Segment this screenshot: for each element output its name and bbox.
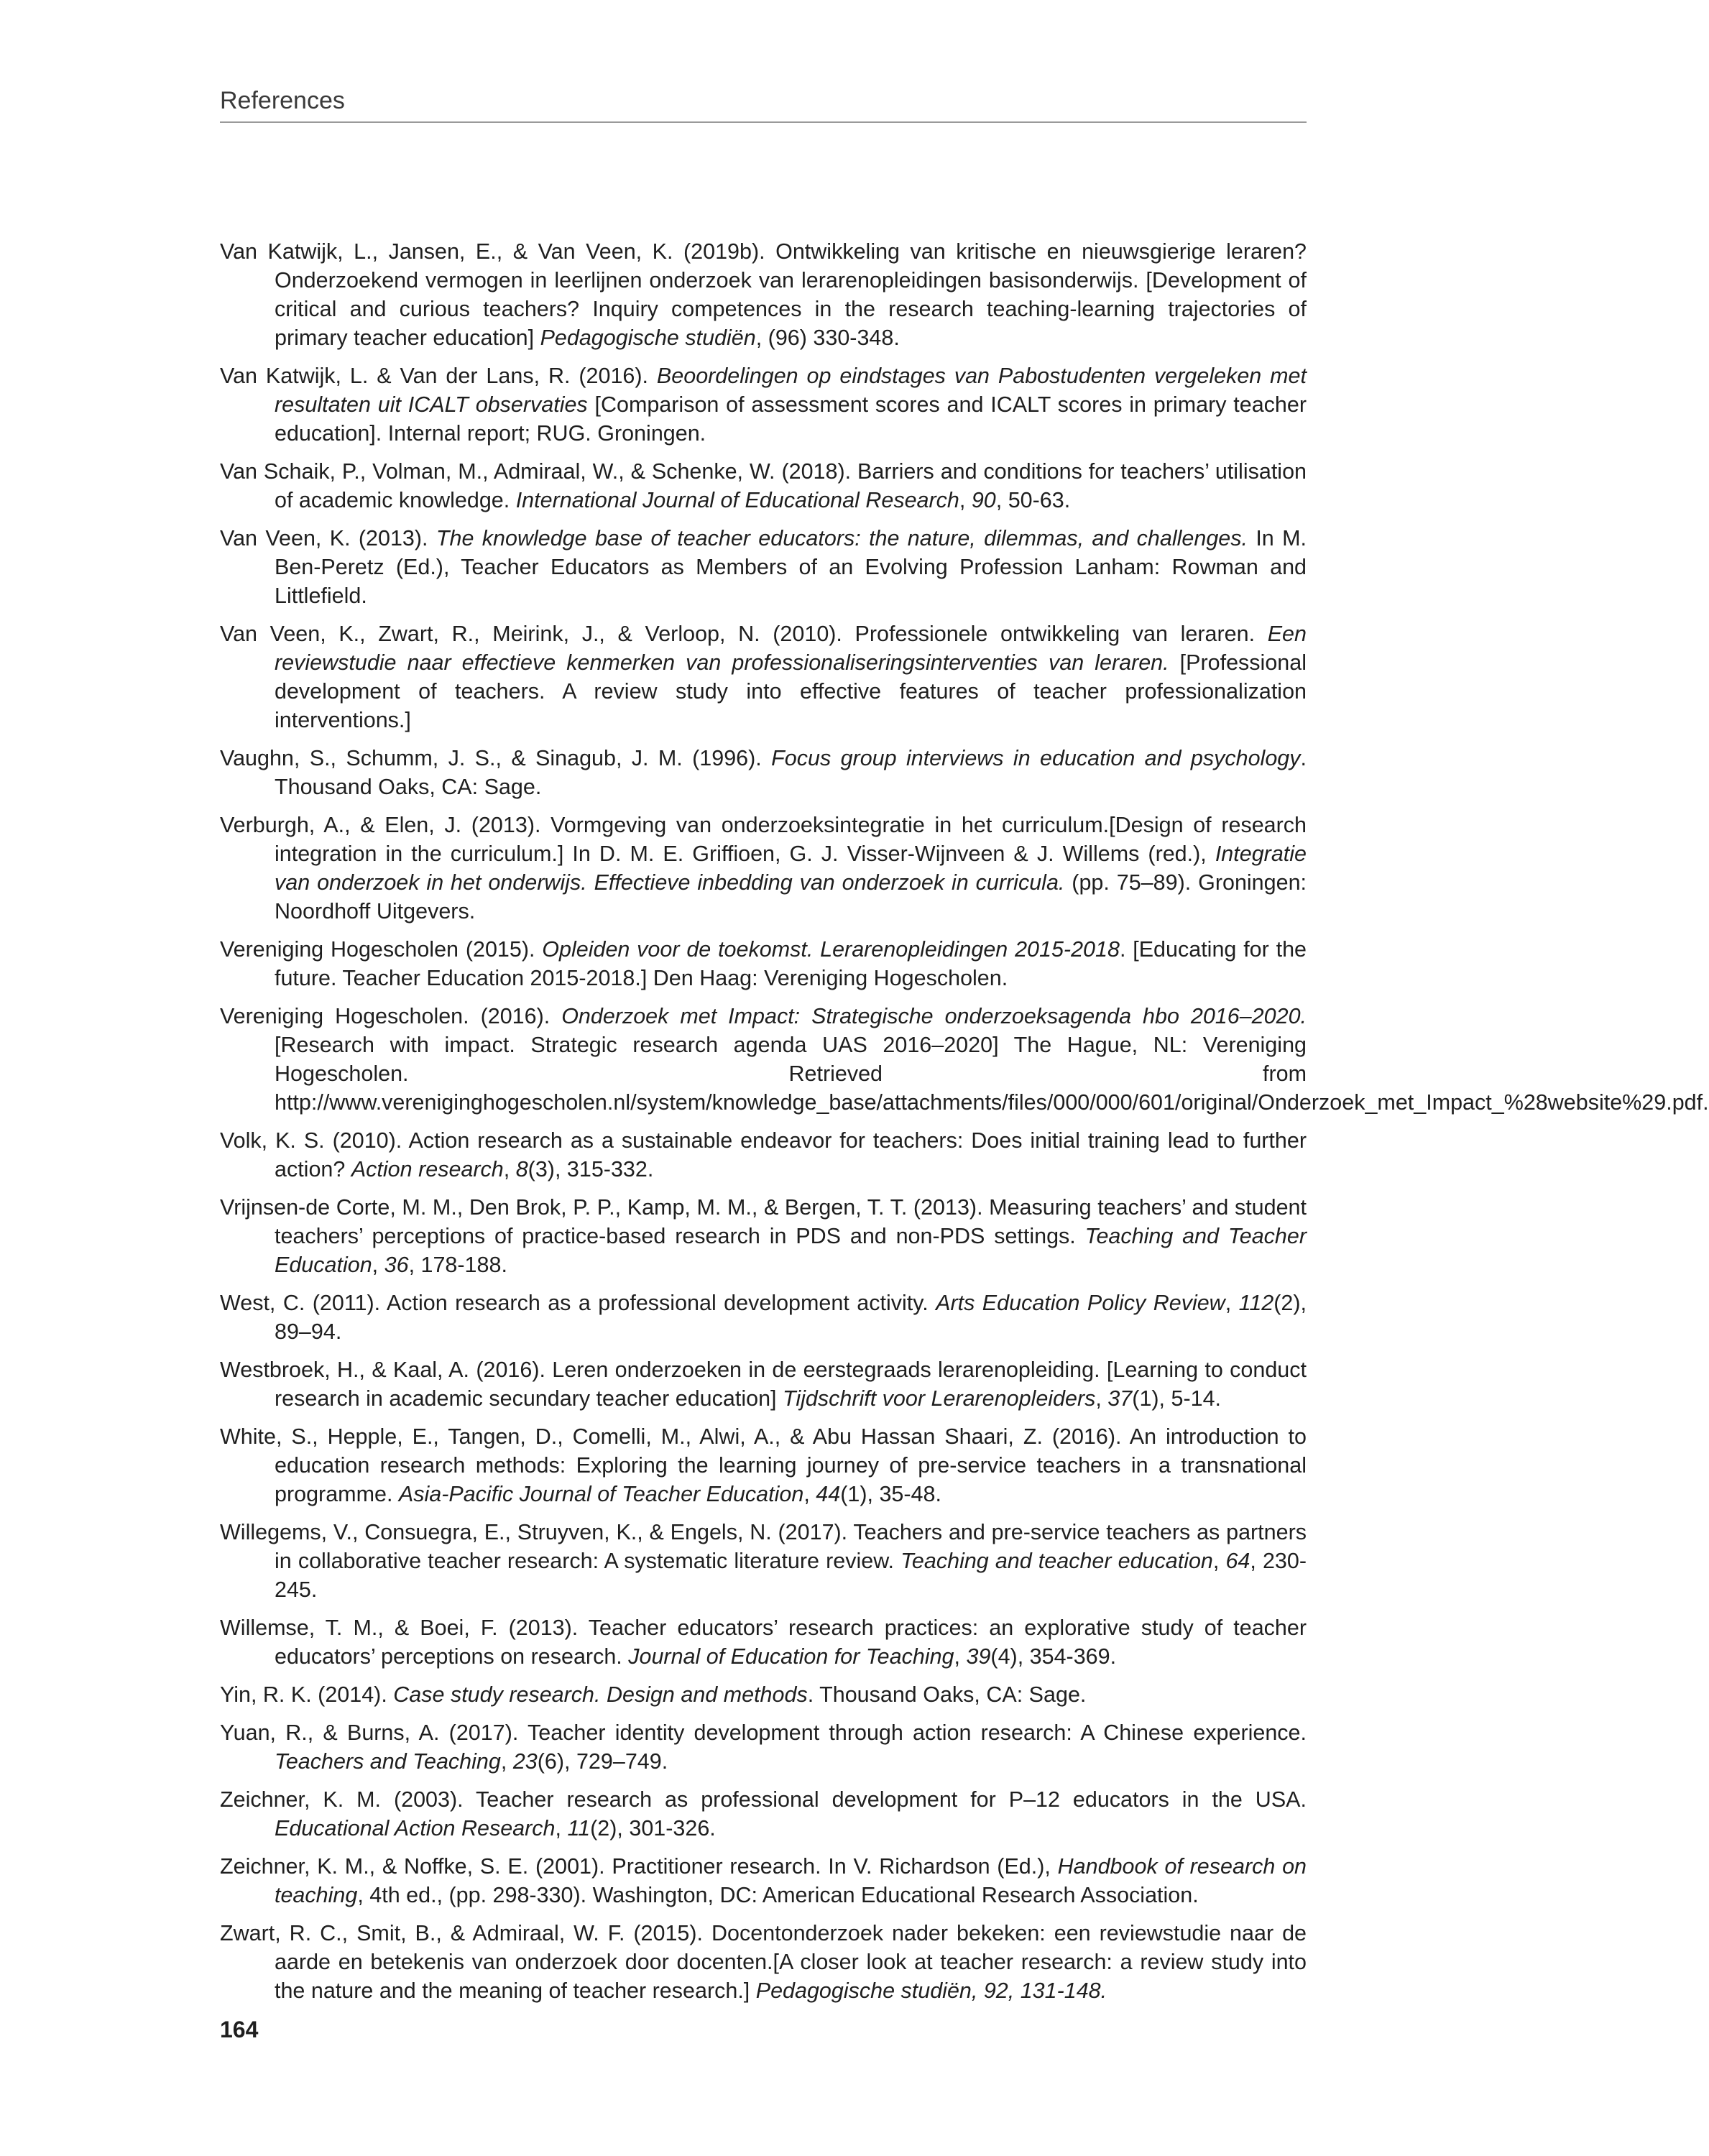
reference-entry: [220, 1289, 1307, 1346]
reference-entry: [220, 1002, 1709, 1117]
reference-text: (2), 89–94.: [275, 1291, 1307, 1344]
reference-text: (pp. 75–89). Groningen: Noordhoff Uitgevers.: [275, 870, 1307, 923]
reference-text: (1), 5-14.: [1132, 1386, 1222, 1411]
reference-text: Van Katwijk, L., Jansen, E., & Van Veen, K. (2019b). Ontwikkeling van kritische en nieuwsgierige leraren? Onderzoekend vermogen in leerlijnen onderzoek van lerarenopleidingen basisonderwijs. [Development of critical and curious teachers? Inquiry competences in the research teaching-learning trajectories of primary teacher education]: [220, 239, 1307, 350]
reference-italic-text: Action research: [351, 1157, 504, 1181]
reference-italic-text: Journal of Education for Teaching: [628, 1644, 954, 1669]
reference-text: [Comparison of assessment scores and ICALT scores in primary teacher education]. Internal report; RUG. Groningen.: [275, 392, 1307, 446]
reference-text: Zeichner, K. M., & Noffke, S. E. (2001). Practitioner research. In V. Richardson (Ed.),: [220, 1854, 1058, 1879]
reference-italic-text: 44: [816, 1482, 841, 1506]
reference-text: Yin, R. K. (2014).: [220, 1682, 394, 1707]
reference-text: Zeichner, K. M. (2003). Teacher research as professional development for P–12 educators in the USA.: [220, 1787, 1307, 1812]
reference-text: Zwart, R. C., Smit, B., & Admiraal, W. F. (2015). Docentonderzoek nader bekeken: een reviewstudie naar de aarde en betekenis van onderzoek door docenten.[A closer look at teacher research: a review study into the nature and the meaning of teacher research.]: [220, 1921, 1307, 2003]
reference-text: , 4th ed., (pp. 298-330). Washington, DC: American Educational Research Association.: [357, 1883, 1199, 1907]
reference-entry: [220, 1718, 1307, 1776]
reference-italic-text: Tijdschrift voor Lerarenopleiders: [782, 1386, 1096, 1411]
reference-entry: [220, 1852, 1307, 1909]
reference-entry: [220, 1355, 1307, 1413]
reference-italic-text: 112: [1238, 1291, 1274, 1315]
reference-text: ,: [500, 1749, 513, 1774]
running-header: [220, 86, 1307, 123]
reference-italic-text: Pedagogische studiën: [540, 326, 756, 350]
reference-text: (4), 354-369.: [990, 1644, 1117, 1669]
reference-entry: [220, 1518, 1307, 1604]
reference-text: In M. Ben-Peretz (Ed.), Teacher Educators as Members of an Evolving Profession Lanham: Rowman and Littlefield.: [275, 526, 1307, 608]
reference-entry: [220, 457, 1307, 515]
reference-text: ,: [1225, 1291, 1239, 1315]
reference-text: Van Veen, K. (2013).: [220, 526, 436, 550]
reference-text: Van Katwijk, L. & Van der Lans, R. (2016).: [220, 364, 657, 388]
reference-text: ,: [372, 1253, 384, 1277]
reference-text: Van Schaik, P., Volman, M., Admiraal, W., & Schenke, W. (2018). Barriers and conditions for teachers’ utilisation of academic knowledge.: [220, 459, 1307, 512]
reference-text: (3), 315-332.: [528, 1157, 654, 1181]
reference-entry: [220, 524, 1307, 610]
reference-italic-text: Teachers and Teaching: [275, 1749, 501, 1774]
reference-entry: [220, 1613, 1307, 1671]
reference-italic-text: Pedagogische studiën, 92, 131-148.: [755, 1978, 1107, 2003]
reference-text: White, S., Hepple, E., Tangen, D., Comelli, M., Alwi, A., & Abu Hassan Shaari, Z. (2016). An introduction to education research methods: Exploring the learning journey of pre-service teachers in a transnational programme.: [220, 1424, 1307, 1506]
reference-text: ,: [959, 488, 972, 512]
reference-text: Westbroek, H., & Kaal, A. (2016). Leren onderzoeken in de eerstegraads lerarenopleiding. [Learning to conduct research in academic secundary teacher education]: [220, 1358, 1307, 1411]
reference-italic-text: The knowledge base of teacher educators: the nature, dilemmas, and challenges.: [436, 526, 1248, 550]
reference-list: [220, 237, 1709, 2014]
reference-italic-text: Beoordelingen op eindstages van Pabostudenten vergeleken met resultaten uit ICALT observaties: [275, 364, 1307, 417]
reference-text: Verburgh, A., & Elen, J. (2013). Vormgeving van onderzoeksintegratie in het curriculum.[Design of research integration in the curriculum.] In D. M. E. Griffioen, G. J. Visser-Wijnveen & J. Willems (red.),: [220, 813, 1307, 866]
reference-text: , 230-245.: [275, 1549, 1307, 1602]
reference-italic-text: Handbook of research on teaching: [275, 1854, 1307, 1907]
reference-text: Willegems, V., Consuegra, E., Struyven, K., & Engels, N. (2017). Teachers and pre-service teachers as partners in collaborative teacher research: A systematic literature review.: [220, 1520, 1307, 1573]
reference-text: (1), 35-48.: [840, 1482, 941, 1506]
reference-entry: [220, 361, 1307, 448]
reference-italic-text: 39: [966, 1644, 991, 1669]
page-number: 164: [220, 2017, 259, 2042]
reference-italic-text: Onderzoek met Impact: Strategische onderzoeksagenda hbo 2016–2020.: [561, 1004, 1307, 1028]
reference-text: . Thousand Oaks, CA: Sage.: [275, 746, 1307, 799]
reference-text: Van Veen, K., Zwart, R., Meirink, J., & Verloop, N. (2010). Professionele ontwikkeling van leraren.: [220, 622, 1268, 646]
reference-text: ,: [954, 1644, 967, 1669]
reference-entry: [220, 1126, 1307, 1184]
reference-text: [Research with impact. Strategic research agenda UAS 2016–2020] The Hague, NL: Vereniging Hogescholen. Retrieved from http://www.vereniginghogescholen.nl/system/knowledge_base/attachments/files/000/000/601/original/Onderzoek_met_Impact_%28website%29.pdf.: [275, 1033, 1709, 1115]
reference-text: Vaughn, S., Schumm, J. S., & Sinagub, J. M. (1996).: [220, 746, 772, 770]
reference-text: Vereniging Hogescholen (2015).: [220, 937, 543, 962]
reference-text: ,: [1095, 1386, 1108, 1411]
reference-italic-text: International Journal of Educational Research: [515, 488, 959, 512]
reference-text: ,: [555, 1816, 568, 1841]
reference-text: , 178-188.: [408, 1253, 507, 1277]
reference-text: ,: [503, 1157, 516, 1181]
reference-italic-text: 36: [384, 1253, 409, 1277]
reference-italic-text: 64: [1225, 1549, 1250, 1573]
reference-text: ,: [803, 1482, 816, 1506]
reference-text: . [Educating for the future. Teacher Education 2015-2018.] Den Haag: Vereniging Hogescholen.: [275, 937, 1307, 990]
reference-text: Yuan, R., & Burns, A. (2017). Teacher identity development through action research: A Chinese experience.: [220, 1720, 1307, 1745]
reference-entry: [220, 1680, 1307, 1709]
reference-text: Volk, K. S. (2010). Action research as a sustainable endeavor for teachers: Does initial training lead to further action?: [220, 1128, 1307, 1181]
reference-italic-text: Asia-Pacific Journal of Teacher Education: [398, 1482, 804, 1506]
reference-italic-text: Case study research. Design and methods: [393, 1682, 808, 1707]
reference-italic-text: Arts Education Policy Review: [936, 1291, 1225, 1315]
reference-text: (6), 729–749.: [537, 1749, 668, 1774]
reference-text: West, C. (2011). Action research as a professional development activity.: [220, 1291, 936, 1315]
reference-text: , 50-63.: [995, 488, 1071, 512]
reference-italic-text: 8: [515, 1157, 528, 1181]
reference-italic-text: 90: [971, 488, 996, 512]
reference-entry: [220, 237, 1307, 352]
reference-text: ,: [1212, 1549, 1226, 1573]
reference-entry: [220, 935, 1307, 992]
reference-italic-text: Teaching and Teacher Education: [275, 1224, 1307, 1277]
reference-text: Vereniging Hogescholen. (2016).: [220, 1004, 562, 1028]
reference-entry: [220, 1193, 1307, 1279]
reference-italic-text: Educational Action Research: [275, 1816, 556, 1841]
page-header-title: References: [220, 86, 1307, 123]
reference-text: Vrijnsen-de Corte, M. M., Den Brok, P. P., Kamp, M. M., & Bergen, T. T. (2013). Measuring teachers’ and student teachers’ perceptions of practice-based research in PDS and non-PDS settings.: [220, 1195, 1307, 1248]
reference-text: . Thousand Oaks, CA: Sage.: [807, 1682, 1087, 1707]
reference-italic-text: Teaching and teacher education: [900, 1549, 1213, 1573]
reference-italic-text: 23: [512, 1749, 538, 1774]
reference-text: [Professional development of teachers. A review study into effective features of teacher professionalization interventions.]: [275, 650, 1307, 732]
reference-entry: [220, 744, 1307, 801]
reference-entry: [220, 1785, 1307, 1843]
reference-entry: [220, 1422, 1307, 1508]
reference-italic-text: Focus group interviews in education and psychology: [771, 746, 1301, 770]
reference-italic-text: 37: [1107, 1386, 1133, 1411]
reference-entry: [220, 619, 1307, 734]
reference-entry: [220, 1919, 1307, 2005]
reference-text: (2), 301-326.: [590, 1816, 716, 1841]
reference-entry: [220, 811, 1307, 926]
reference-italic-text: 11: [567, 1816, 591, 1841]
reference-italic-text: Een reviewstudie naar effectieve kenmerken van professionaliseringsinterventies van leraren.: [275, 622, 1307, 675]
reference-italic-text: Integratie van onderzoek in het onderwijs. Effectieve inbedding van onderzoek in curricula.: [275, 842, 1307, 895]
reference-text: Willemse, T. M., & Boei, F. (2013). Teacher educators’ research practices: an explorative study of teacher educators’ perceptions on research.: [220, 1616, 1307, 1669]
reference-italic-text: Opleiden voor de toekomst. Lerarenopleidingen 2015-2018: [542, 937, 1120, 962]
reference-text: , (96) 330-348.: [755, 326, 900, 350]
